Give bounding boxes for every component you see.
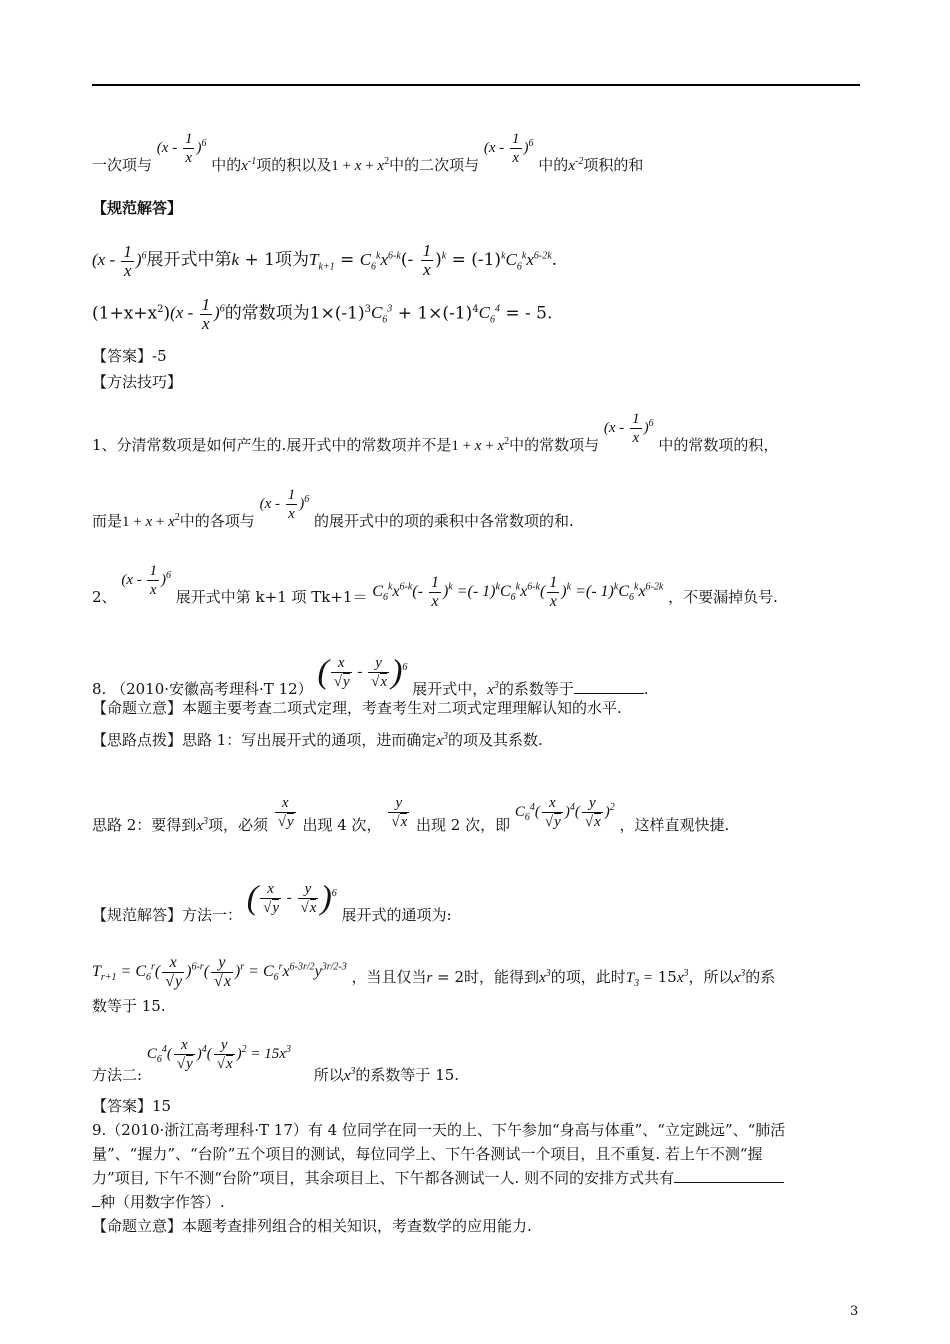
solution-line-2: $(1+x+x^2)(x$ - $\frac{1}{x}$ )$^6$的常数项为$1\times(-1)^3C_6^3 + 1\times(-1)^4C_6^4$ = - 5.: [92, 295, 553, 333]
question-9-line-4: 种（用数字作答）.: [92, 1192, 225, 1212]
tip-2: 2、 (x - $\frac{1}{x}$ )$^6$ 展开式中第 k+1 项 $Tk+1= C_6^kx^{6-k}(-$ $\frac{1}{x}$ )$^k$ =(- $1)^kC_6^kx^{6-k}$( $\frac{1}{x}$ )$^k$ =(- $1)^kC_6^kx^{6-2k}$ ，不要漏掉负号.: [92, 563, 778, 610]
q9-intent: 【命题立意】本题考查排列组合的相关知识，考查数学的应用能力.: [92, 1217, 532, 1235]
question-9-line-1: 9.（2010·浙江高考理科·T 17）有 4 位同学在同一天的上、下午参加“身高与体重”、“立定跳远”、“肺活: [92, 1121, 786, 1139]
answer-1: 【答案】-5: [92, 347, 167, 365]
continuation-line: 一次项与 (x - $\frac{1}{x}$ )$^6$ 中的$x^{-1}$项的积以及$1 + x + x^2$中的二次项与 (x - $\frac{1}{x}$ )$^6$ 中的$x^{-2}$项积的和: [92, 131, 644, 174]
tip-1: 1、分清常数项是如何产生的.展开式中的常数项并不是$1 + x + x^2$中的常数项与 (x - $\frac{1}{x}$ )$^6$ 中的常数项的积，: [92, 411, 779, 454]
q8-idea-1: 【思路点拨】思路 1：写出展开式的通项，进而确定$x^3$的项及其系数.: [92, 731, 543, 749]
question-8: 8. （2010·安徽高考理科·T 12） ( x √ y - y √ x )$^6$ 展开式中，$x^3$的系数等于 .: [92, 672, 649, 709]
answer-2: 【答案】15: [92, 1097, 172, 1115]
method-label: 【方法技巧】: [92, 373, 183, 391]
q8-solution-2: $T_{r+1} = C_6^r$( x √ y )$^{6-r}$( y √ x )$^r = C_6^rx^{6-3r/2}y^{3r/2-3}$ ，当且仅当r = 2时，能得到$x^3$的项，此时$T_3 = 15x^3$，所以$x^3$的系: [92, 960, 775, 997]
tip-1b: 而是$1 + x + x^2$中的各项与 (x - $\frac{1}{x}$ )$^6$ 的展开式中的项的乘积中各常数项的和.: [92, 487, 574, 530]
header-rule: [92, 84, 860, 86]
label-solution: 【规范解答】: [92, 199, 183, 217]
q8-solution-3: 数等于 15.: [92, 997, 166, 1015]
q8-method-2: 方法二: $C_6^4$( x √ y )$^4$( y √ x )$^2 = 15x^3$ 所以$x^3$的系数等于 15.: [92, 1058, 459, 1095]
solution-line-1: (x - $\frac{1}{x}$ )$^6$展开式中第k + 1项为$T_{k+1} = C_6^kx^{6-k}(-$ $\frac{1}{x}$ )$^k = (-1)^kC_6^kx^{6-2k}$.: [92, 241, 558, 280]
q8-idea-2: 思路 2：要得到$x^3$项，必须 x √ y 出现 4 次， y √ x 出现 2 次，即 $C_6^4$( x √ y )$^4$( y √ x )$^2$ ，这样直观快捷.: [92, 808, 729, 845]
q8-intent: 【命题立意】本题主要考查二项式定理，考查考生对二项式定理理解认知的水平.: [92, 699, 622, 717]
page-number: 3: [850, 1304, 859, 1319]
q8-solution: 【规范解答】方法一： ( x √ y - y √ x )$^6$ 展开式的通项为:: [92, 898, 452, 935]
question-9-line-2: 量”、“握力”、“台阶”五个项目的测试，每位同学上、下午各测试一个项目，且不重复. 若上午不测“握: [92, 1145, 763, 1163]
question-9-line-3: 力”项目, 下午不测“台阶”项目，其余项目上、下午都各测试一人. 则不同的安排方式共有: [92, 1168, 784, 1188]
